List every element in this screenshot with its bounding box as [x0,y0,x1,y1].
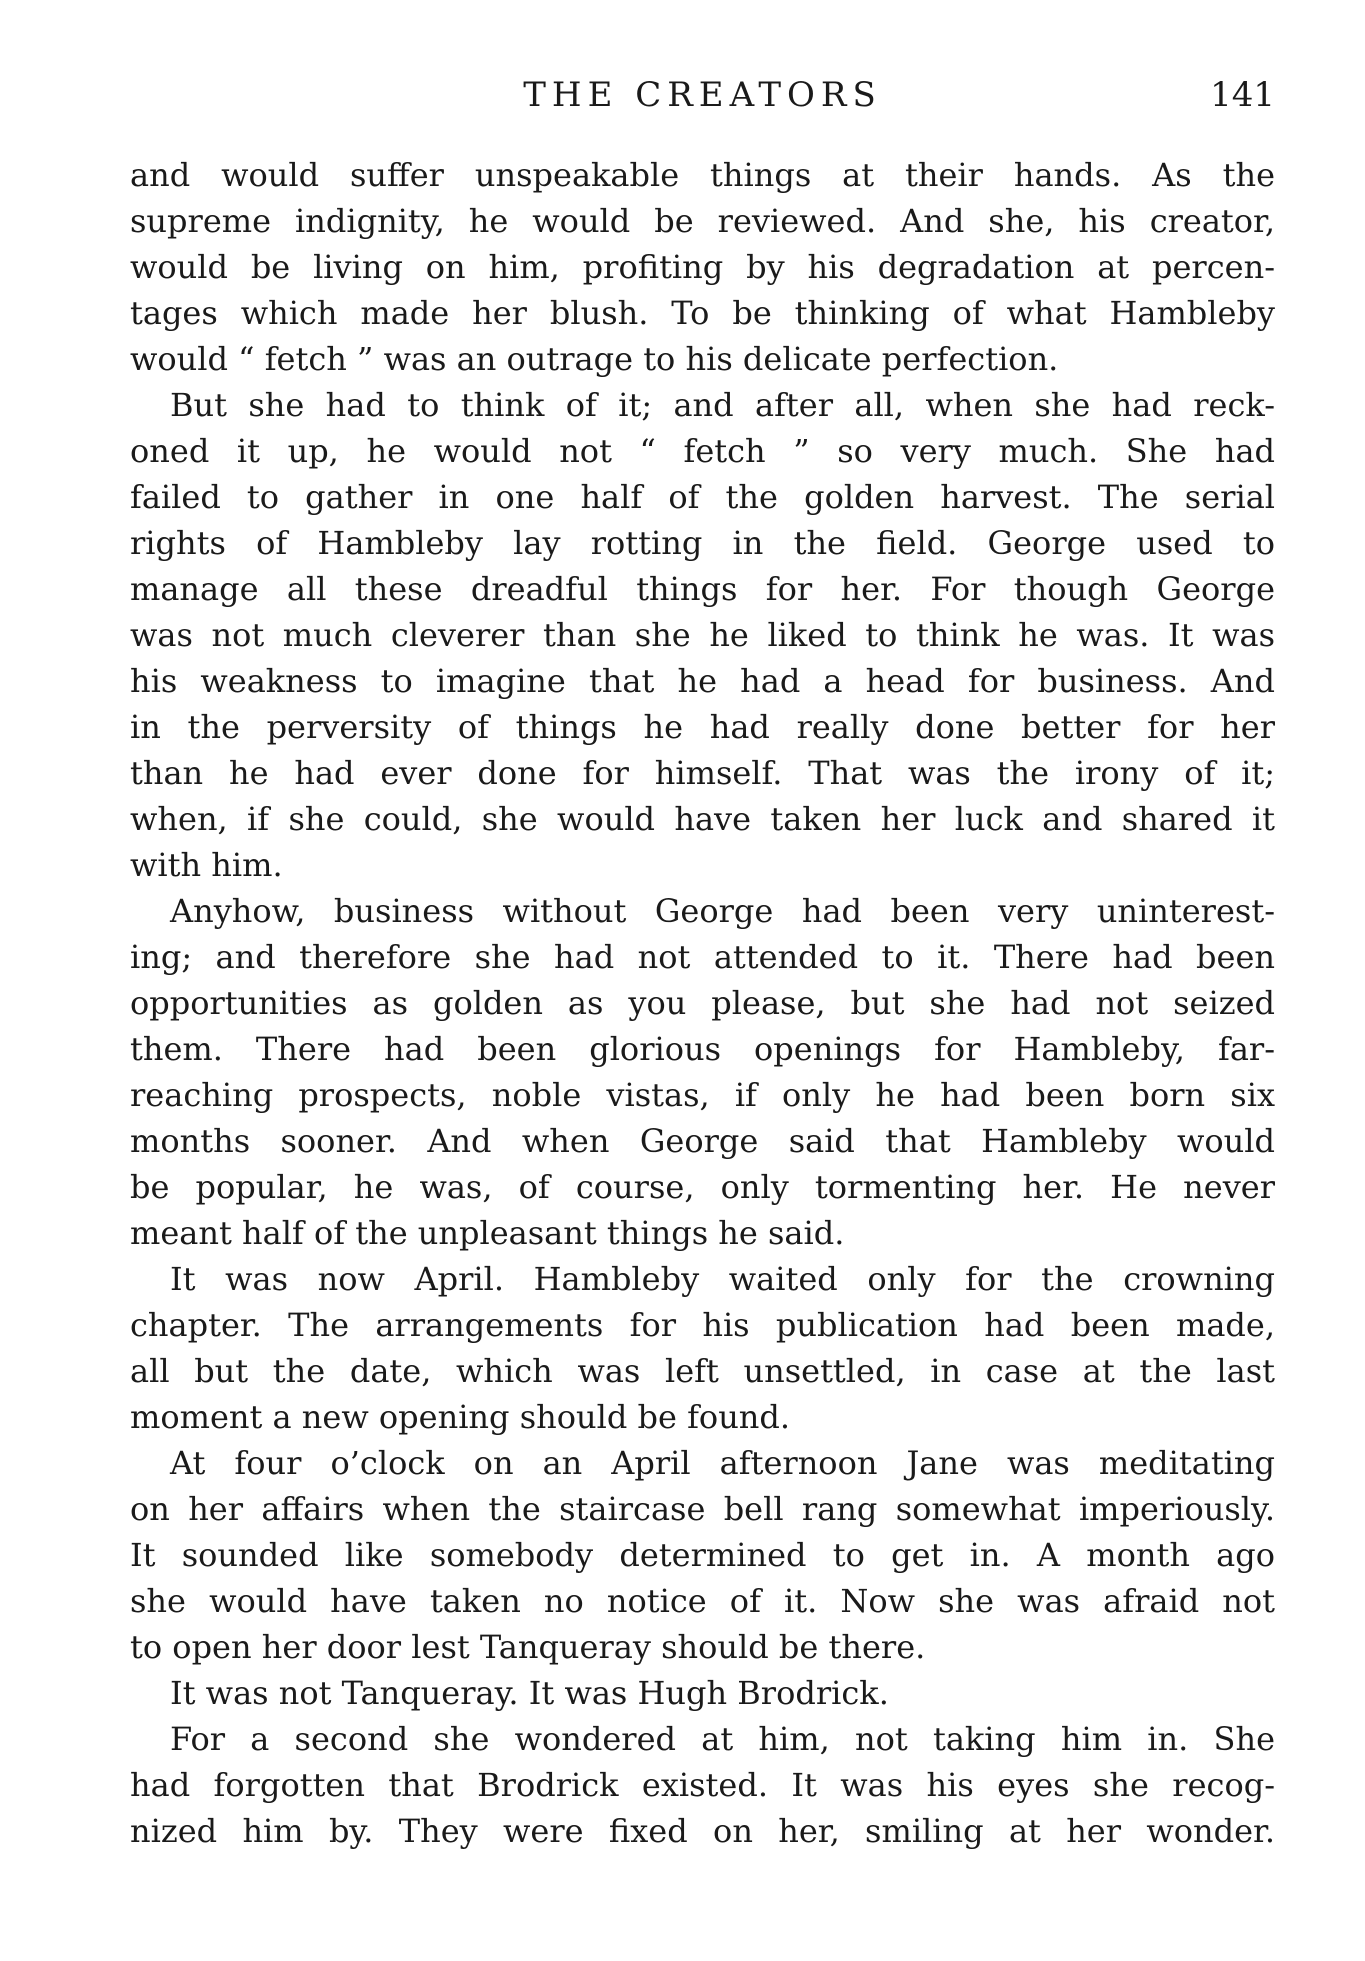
text-line: For a second she wondered at him, not taking him in. She [170,1720,1275,1758]
text-line: moment a new opening should be found. [130,1398,791,1436]
text-line: opportunities as golden as you please, but she had not seized [130,984,1275,1022]
text-line: in the perversity of things he had really done better for her [130,708,1275,746]
text-line: reaching prospects, noble vistas, if only he had been born six [130,1076,1275,1114]
text-line: chapter. The arrangements for his publication had been made, [130,1306,1275,1344]
paragraph [130,1670,1275,1716]
text-line: It was now April. Hambleby waited only for the crowning [170,1260,1275,1298]
text-line: she would have taken no notice of it. Now she was afraid not [130,1582,1275,1620]
text-line: than he had ever done for himself. That was the irony of it; [130,754,1275,792]
paragraph [130,1256,1275,1440]
text-line: them. There had been glorious openings for Hambleby, far- [130,1030,1275,1068]
page-number: 141 [1210,75,1275,115]
text-line: be popular, he was, of course, only tormenting her. He never [130,1168,1275,1206]
text-line: oned it up, he would not “ fetch ” so very much. She had [130,432,1275,470]
text-line: his weakness to imagine that he had a head for business. And [130,662,1275,700]
body-text [130,152,1275,1854]
text-line: on her affairs when the staircase bell rang somewhat imperiously. [130,1490,1275,1528]
text-line: nized him by. They were fixed on her, smiling at her wonder. [130,1812,1275,1850]
text-line: supreme indignity, he would be reviewed. And she, his creator, [130,202,1275,240]
text-line: It was not Tanqueray. It was Hugh Brodrick. [170,1674,889,1712]
text-line: rights of Hambleby lay rotting in the field. George used to [130,524,1275,562]
paragraph [130,382,1275,888]
text-line: tages which made her blush. To be thinking of what Hambleby [130,294,1275,332]
text-line: Anyhow, business without George had been very uninterest- [170,892,1275,930]
text-line: had forgotten that Brodrick existed. It was his eyes she recog- [130,1766,1275,1804]
text-line: months sooner. And when George said that Hambleby would [130,1122,1275,1160]
paragraph [130,1716,1275,1854]
text-line: failed to gather in one half of the golden harvest. The serial [130,478,1275,516]
text-line: ing; and therefore she had not attended to it. There had been [130,938,1275,976]
text-line: was not much cleverer than she he liked to think he was. It was [130,616,1275,654]
text-line: manage all these dreadful things for her. For though George [130,570,1275,608]
running-title: THE CREATORS [523,75,882,115]
running-head [130,70,1275,120]
text-line: all but the date, which was left unsettled, in case at the last [130,1352,1275,1390]
text-line: would be living on him, profiting by his degradation at percen- [130,248,1275,286]
paragraph [130,888,1275,1256]
text-line: But she had to think of it; and after all, when she had reck- [170,386,1275,424]
paragraph [130,1440,1275,1670]
text-line: to open her door lest Tanqueray should be there. [130,1628,926,1666]
text-line: meant half of the unpleasant things he said. [130,1214,845,1252]
text-line: would “ fetch ” was an outrage to his delicate perfection. [130,340,1059,378]
paragraph [130,152,1275,382]
text-line: It sounded like somebody determined to get in. A month ago [130,1536,1275,1574]
text-line: and would suffer unspeakable things at their hands. As the [130,156,1275,194]
text-line: At four o’clock on an April afternoon Jane was meditating [170,1444,1275,1482]
text-line: when, if she could, she would have taken her luck and shared it [130,800,1275,838]
text-line: with him. [130,846,283,884]
